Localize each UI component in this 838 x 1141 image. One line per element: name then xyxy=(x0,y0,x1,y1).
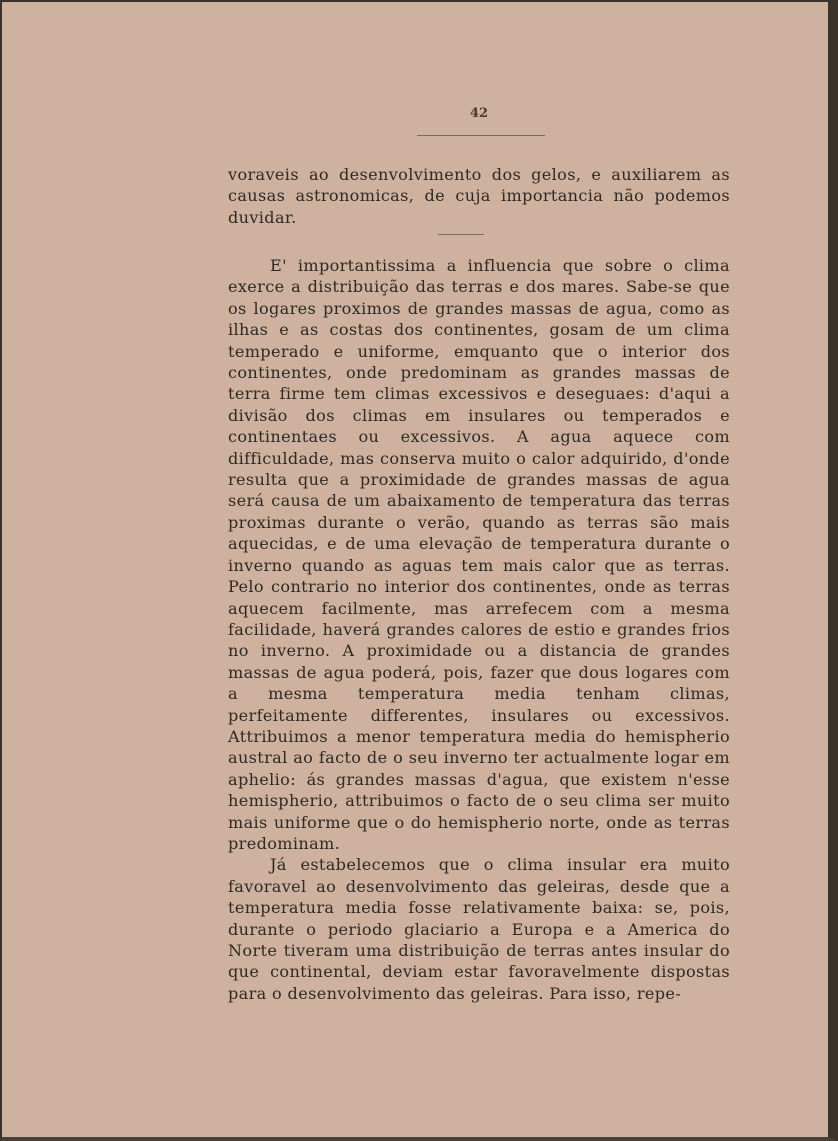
continuation-block xyxy=(228,164,730,228)
page-number: 42 xyxy=(469,106,489,121)
header-rule xyxy=(417,135,545,136)
continuation-paragraph: voraveis ao desenvolvimento dos gelos, e auxiliarem as causas astronomicas, de cuja importancia não podemos duvidar. xyxy=(228,165,730,227)
body-text xyxy=(228,255,730,1004)
paragraph-climate-distribution: E' importantissima a influencia que sobre o clima exerce a distribuição das terras e dos mares. Sabe-se que os logares proximos de grandes massas de agua, como as ilhas e as costas dos continentes, gosam de um clima temperado e uniforme, emquanto que o interior dos continentes, onde predominam as grandes massas de terra firme tem climas excessivos e deseguaes: d'aqui a divisão dos climas em insulares ou temperados e continentaes ou excessivos. A agua aquece com difficuldade, mas conserva muito o calor adquirido, d'onde resulta que a proximidade de grandes massas de agua será causa de um abaixamento de temperatura das terras proximas durante o verão, quando as terras são mais aquecidas, e de uma elevação de temperatura durante o inverno quando as aguas tem mais calor que as terras. Pelo contrario no interior dos continentes, onde as terras aquecem facilmente, mas arrefecem com a mesma facilidade, haverá grandes calores de estio e grandes frios no inverno. A proximidade ou a distancia de grandes massas de agua poderá, pois, fazer que dous logares com a mesma temperatura media tenham climas, perfeitamente differentes, insulares ou excessivos. Attribuimos a menor temperatura media do hemispherio austral ao facto de o seu inverno ter actualmente logar em aphelio: ás grandes massas d'agua, que existem n'esse hemispherio, attribuimos o facto de o seu clima ser muito mais uniforme que o do hemispherio norte, onde as terras predominam. xyxy=(228,256,730,853)
section-divider xyxy=(438,234,484,235)
paragraph-glacial-period: Já estabelecemos que o clima insular era muito favoravel ao desenvolvimento das geleiras, desde que a temperatura media fosse relativamente baixa: se, pois, durante o periodo glaciario a Europa e a America do Norte tiveram uma distribuição de terras antes insular do que continental, deviam estar favoravelmente dispostas para o desenvolvimento das geleiras. Para isso, repe- xyxy=(228,855,730,1003)
